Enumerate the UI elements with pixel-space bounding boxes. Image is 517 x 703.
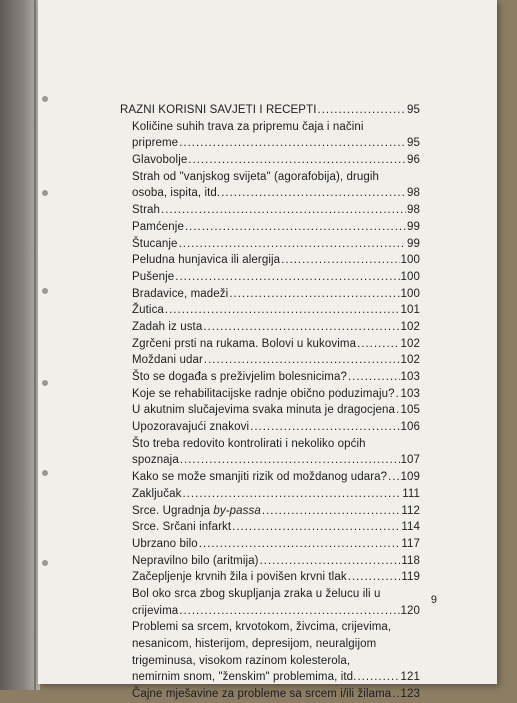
toc-entry-text: Čajne mješavine za probleme sa srcem i/ili žilama xyxy=(132,688,392,701)
toc-entry-text: Pušenje xyxy=(132,270,175,283)
toc-entry-line xyxy=(120,319,420,336)
dot-leader xyxy=(180,452,400,469)
dot-leader xyxy=(182,486,401,503)
toc-entry-text: Srce. Srčani infarkt xyxy=(132,521,232,534)
toc-entry-text: Što se događa s preživjelim bolesnicima? xyxy=(132,371,347,383)
toc-entry-page: 99 xyxy=(407,237,420,250)
toc-entry-text: Začepljenje krvnih žila i povišen krvni tlak xyxy=(132,571,347,584)
toc-entry-line xyxy=(120,302,420,319)
binding-hole xyxy=(42,560,48,566)
toc-entry-text: osoba, ispita, itd. xyxy=(132,187,221,200)
toc-entry-text: Srce. Ugradnja by-passa xyxy=(132,504,261,517)
toc-entry-text: Strah xyxy=(132,204,160,217)
toc-entry-page: 111 xyxy=(402,487,420,500)
toc-entry-line xyxy=(120,519,420,536)
toc-entry-line xyxy=(120,669,420,686)
toc-entry-line xyxy=(120,603,420,620)
toc-entry-line xyxy=(120,469,420,486)
toc-entry-line xyxy=(120,452,420,469)
toc-entry-text: Glavobolje xyxy=(132,154,188,167)
dot-leader xyxy=(203,319,399,336)
toc-entry-line xyxy=(120,386,420,403)
dot-leader xyxy=(250,419,399,436)
toc-entry-line xyxy=(120,119,420,136)
toc-entry-page: 114 xyxy=(401,521,420,534)
toc-entry-line xyxy=(120,436,420,453)
toc-entry-text: Nepravilno bilo (aritmija) xyxy=(132,554,259,567)
toc-entry-page: 120 xyxy=(400,604,420,617)
toc-entry-text: Količine suhih trava za pripremu čaja i načini xyxy=(132,120,364,133)
toc-entry-page: 105 xyxy=(400,404,420,417)
toc-entry-text: Štucanje xyxy=(132,237,178,250)
toc-entry-text: Bradavice, madeži xyxy=(132,287,229,300)
dot-leader xyxy=(179,236,406,253)
toc-entry-page: 118 xyxy=(401,554,420,567)
toc-entry-line xyxy=(120,236,420,253)
toc-entry-line xyxy=(120,202,420,219)
toc-entry-page: 112 xyxy=(401,504,420,517)
toc-entry-text: Moždani udar xyxy=(132,354,203,367)
toc-entry-line xyxy=(120,569,420,586)
dot-leader xyxy=(396,402,399,419)
toc-entry-line xyxy=(120,653,420,670)
toc-entry-page: 106 xyxy=(400,421,420,434)
dot-leader xyxy=(262,503,400,520)
toc-entry-line xyxy=(120,269,420,286)
dot-leader xyxy=(392,686,399,703)
toc-entry-text: nemirnim snom, "ženskim" problemima, itd. xyxy=(132,671,357,684)
dot-leader xyxy=(179,603,399,620)
dot-leader xyxy=(229,286,399,303)
toc-entry-text: Kako se može smanjiti rizik od moždanog udara? xyxy=(132,471,388,484)
toc-entry-text: Koje se rehabilitacijske radnje obično poduzimaju? xyxy=(132,387,395,400)
toc-entry-line xyxy=(120,286,420,303)
toc-entry-line xyxy=(120,185,420,202)
table-of-contents xyxy=(120,102,420,703)
dot-leader xyxy=(179,135,406,152)
toc-entry-page: 101 xyxy=(400,304,420,317)
toc-entry-text: Što treba redovito kontrolirati i nekoliko općih xyxy=(132,437,366,450)
toc-entry-page: 107 xyxy=(400,454,420,467)
toc-entry-page: 119 xyxy=(401,571,420,584)
toc-entry-text: Pamćenje xyxy=(132,220,184,233)
toc-entry-text: pripreme xyxy=(132,137,179,150)
dot-leader xyxy=(165,302,400,319)
toc-entry-page: 102 xyxy=(400,337,420,350)
toc-entry-line xyxy=(120,553,420,570)
toc-entry-text: spoznaja xyxy=(132,454,179,467)
toc-entry-line xyxy=(120,152,420,169)
toc-entry-line xyxy=(120,252,420,269)
toc-entry-text: Zgrčeni prsti na rukama. Bolovi u kukovima xyxy=(132,337,357,350)
binding-hole xyxy=(42,96,48,102)
toc-entry-line xyxy=(120,636,420,653)
toc-entry-page: 96 xyxy=(407,154,420,167)
binding-hole xyxy=(42,288,48,294)
toc-entry-page: 102 xyxy=(400,320,420,333)
toc-entry-line xyxy=(120,219,420,236)
toc-entry-line xyxy=(120,135,420,152)
dot-leader xyxy=(318,102,407,119)
toc-entry-line xyxy=(120,169,420,186)
toc-entry-page: 99 xyxy=(407,220,420,233)
toc-entry-text: trigeminusa, visokom razinom kolesterola, xyxy=(132,654,351,667)
toc-entry-page: 102 xyxy=(400,354,420,367)
toc-entry-text: Zadah iz usta xyxy=(132,320,203,333)
toc-entry-text: Strah od "vanjskog svijeta" (agorafobija), drugih xyxy=(132,170,380,183)
dot-leader xyxy=(188,152,406,169)
toc-entry-text: Peludna hunjavica ili alergija xyxy=(132,254,281,267)
binding-edge xyxy=(34,0,36,690)
page-number: 9 xyxy=(430,594,437,606)
toc-entry-text: crijevima xyxy=(132,604,179,617)
toc-entry-text: Ubrzano bilo xyxy=(132,537,198,550)
toc-entry-line xyxy=(120,536,420,553)
toc-entry-page: 100 xyxy=(400,287,420,300)
dot-leader xyxy=(161,202,406,219)
toc-entry-page: 95 xyxy=(407,137,420,150)
toc-entry-page: 103 xyxy=(400,387,420,400)
toc-entry-line xyxy=(120,369,420,386)
toc-entry-text: Bol oko srca zbog skupljanja zraka u želucu ili u xyxy=(132,587,381,600)
dot-leader xyxy=(185,219,406,236)
toc-entry-line xyxy=(120,686,420,703)
toc-entry-text: Žutica xyxy=(132,304,164,317)
dot-leader xyxy=(199,536,401,553)
dot-leader xyxy=(232,519,400,536)
toc-entry-line xyxy=(120,336,420,353)
toc-entry-page: 123 xyxy=(400,688,420,701)
section-page: 95 xyxy=(407,104,420,116)
toc-entry-page: 100 xyxy=(400,254,420,267)
dot-leader xyxy=(357,336,399,353)
toc-entry-line xyxy=(120,486,420,503)
toc-entry-line xyxy=(120,402,420,419)
toc-entry-line xyxy=(120,352,420,369)
toc-entry-text: Problemi sa srcem, krvotokom, živcima, crijevima, xyxy=(132,621,392,634)
dot-leader xyxy=(281,252,399,269)
dot-leader xyxy=(204,352,400,369)
dot-leader xyxy=(221,185,406,202)
toc-entry-line xyxy=(120,619,420,636)
toc-entry-text: U akutnim slučajevima svaka minuta je dragocjena xyxy=(132,404,396,417)
toc-entry-text: nesanicom, histerijom, depresijom, neuralgijom xyxy=(132,638,377,650)
toc-entry-page: 98 xyxy=(407,187,420,200)
dot-leader xyxy=(260,553,401,570)
dot-leader xyxy=(396,386,400,403)
dot-leader xyxy=(348,369,400,386)
toc-entry-page: 117 xyxy=(401,537,420,550)
binding-hole xyxy=(42,190,48,196)
toc-entry-page: 100 xyxy=(400,270,420,283)
dot-leader xyxy=(348,569,401,586)
toc-entry-line xyxy=(120,586,420,603)
dot-leader xyxy=(175,269,399,286)
toc-entry-page: 121 xyxy=(400,671,420,684)
binding-hole xyxy=(42,380,48,386)
toc-entry-text: Upozoravajući znakovi xyxy=(132,421,250,434)
binding-hole xyxy=(42,470,48,476)
toc-entry-page: 109 xyxy=(400,471,420,484)
dot-leader xyxy=(388,469,399,486)
section-title: RAZNI KORISNI SAVJETI I RECEPTI xyxy=(120,104,317,116)
dot-leader xyxy=(357,669,399,686)
section-heading xyxy=(120,102,420,119)
toc-entry-page: 103 xyxy=(400,371,420,383)
toc-entry-line xyxy=(120,419,420,436)
toc-entry-line xyxy=(120,503,420,520)
toc-entry-text: Zaključak xyxy=(132,487,182,500)
toc-entry-page: 98 xyxy=(407,204,420,217)
